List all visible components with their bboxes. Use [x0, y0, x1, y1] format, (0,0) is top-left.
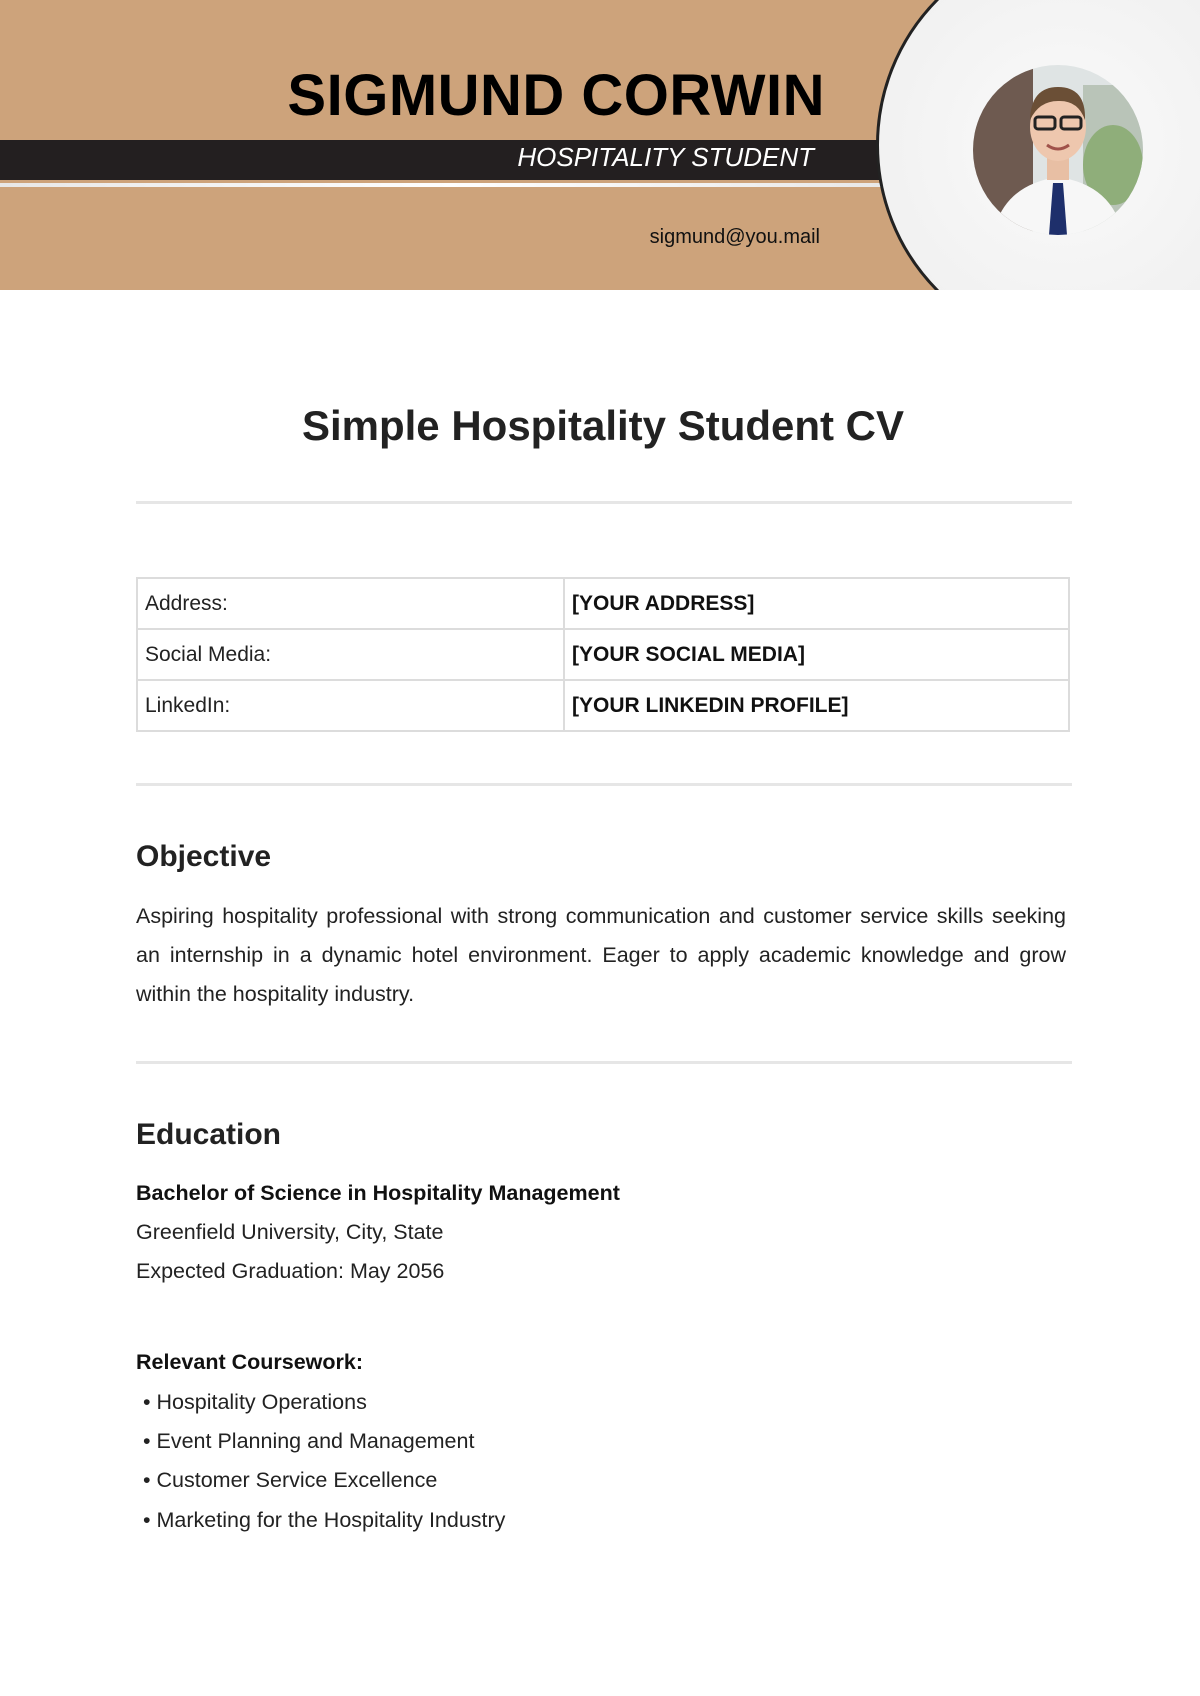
candidate-email: sigmund@you.mail	[649, 226, 820, 248]
graduation: Expected Graduation: May 2056	[136, 1259, 445, 1283]
list-item: • Event Planning and Management	[143, 1429, 475, 1453]
row-value: [YOUR ADDRESS]	[564, 578, 1069, 629]
cv-header	[0, 0, 1200, 290]
profile-photo	[973, 65, 1143, 235]
row-label: Social Media:	[137, 629, 564, 680]
list-item: • Hospitality Operations	[143, 1390, 367, 1414]
row-label: Address:	[137, 578, 564, 629]
row-label: LinkedIn:	[137, 680, 564, 731]
divider	[136, 1061, 1072, 1064]
table-row	[137, 578, 1069, 629]
document-title: Simple Hospitality Student CV	[301, 402, 905, 449]
list-item: • Customer Service Excellence	[143, 1468, 438, 1492]
divider	[136, 501, 1072, 504]
table-row	[137, 629, 1069, 680]
row-value: [YOUR LINKEDIN PROFILE]	[564, 680, 1069, 731]
table-row	[137, 680, 1069, 731]
objective-heading: Objective	[136, 840, 272, 873]
row-value: [YOUR SOCIAL MEDIA]	[564, 629, 1069, 680]
school: Greenfield University, City, State	[136, 1220, 444, 1244]
list-item: • Marketing for the Hospitality Industry	[143, 1508, 506, 1532]
objective-text: Aspiring hospitality professional with strong communication and customer service skills seeking an internship in a dynamic hotel environment. Eager to apply academic knowledge and grow within the hospitality industry.	[136, 904, 1066, 1006]
candidate-role: HOSPITALITY STUDENT	[517, 142, 814, 172]
divider	[136, 783, 1072, 786]
coursework-label: Relevant Coursework:	[136, 1350, 364, 1374]
candidate-name: SIGMUND CORWIN	[287, 63, 825, 128]
education-heading: Education	[136, 1118, 282, 1151]
degree: Bachelor of Science in Hospitality Management	[136, 1181, 620, 1205]
divider-stripe	[0, 183, 900, 187]
contact-table	[136, 577, 1070, 732]
